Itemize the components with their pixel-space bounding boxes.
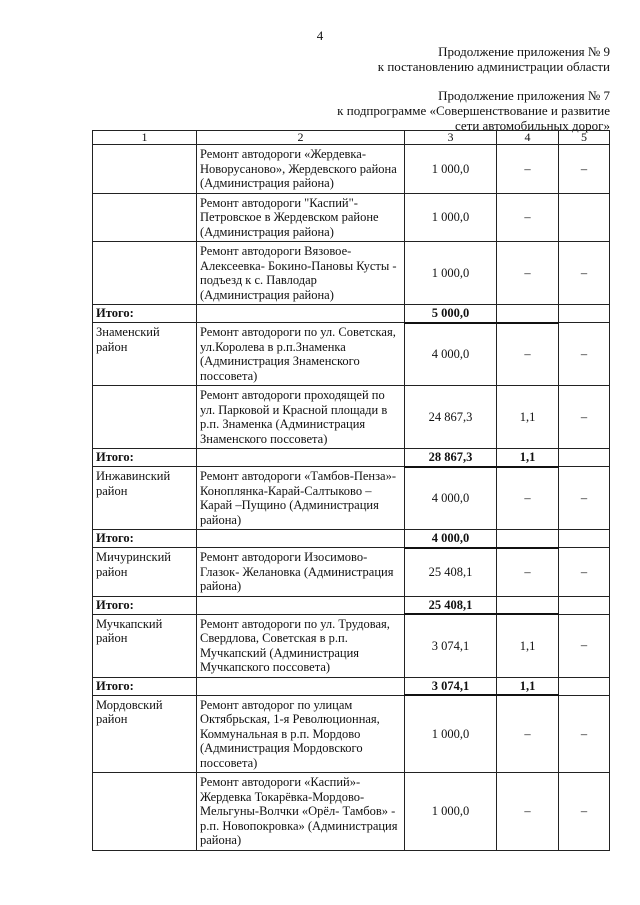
total-col5 <box>559 449 610 467</box>
table-row <box>93 323 610 386</box>
repair-description: Ремонт автодороги проходящей по ул. Парковой и Красной площади в р.п. Знаменка (Администрация Знаменского поссовета) <box>197 386 405 449</box>
header-line-1: Продолжение приложения № 9 <box>438 44 610 59</box>
col5-cell <box>559 193 610 242</box>
total-label: Итого: <box>93 530 197 548</box>
repair-description: Ремонт автодороги по ул. Трудовая, Свердлова, Советская в р.п. Мучкапский (Администрация Мучкапского поссовета) <box>197 614 405 677</box>
empty-cell <box>197 449 405 467</box>
col5-cell: – <box>559 548 610 597</box>
district-name: Мучкапский район <box>93 614 197 677</box>
col5-cell: – <box>559 614 610 677</box>
amount-cell: 1 000,0 <box>405 773 497 851</box>
length-cell: – <box>497 467 559 530</box>
column-header: 2 <box>197 131 405 145</box>
table-row <box>93 614 610 677</box>
amount-cell: 1 000,0 <box>405 695 497 773</box>
repair-description: Ремонт автодороги Вязовое-Алексеевка- Бокино-Пановы Кусты - подъезд к с. Павлодар (Администрация района) <box>197 242 405 305</box>
length-cell: – <box>497 548 559 597</box>
length-cell: – <box>497 323 559 386</box>
table-row <box>93 386 610 449</box>
district-name <box>93 773 197 851</box>
col5-cell: – <box>559 386 610 449</box>
repair-description: Ремонт автодороги «Тамбов-Пенза»- Коноплянка-Карай-Салтыково – Карай –Пущино (Администрация района) <box>197 467 405 530</box>
col5-cell: – <box>559 242 610 305</box>
table-row <box>93 773 610 851</box>
total-col5 <box>559 530 610 548</box>
length-cell: – <box>497 145 559 194</box>
table-row <box>93 548 610 597</box>
total-row <box>93 677 610 695</box>
table-row <box>93 695 610 773</box>
amount-cell: 4 000,0 <box>405 323 497 386</box>
appendix-header-7 <box>337 88 610 133</box>
district-name: Мордовский район <box>93 695 197 773</box>
length-cell: 1,1 <box>497 386 559 449</box>
total-row <box>93 449 610 467</box>
repair-description: Ремонт автодорог по улицам Октябрьская, 1-я Революционная, Коммунальная в р.п. Мордово (Администрация Мордовского поссовета) <box>197 695 405 773</box>
column-header: 1 <box>93 131 197 145</box>
column-header: 4 <box>497 131 559 145</box>
amount-cell: 1 000,0 <box>405 193 497 242</box>
column-number-row <box>93 131 610 145</box>
header-line-3: Продолжение приложения № 7 <box>438 88 610 103</box>
total-length: 1,1 <box>497 449 559 467</box>
total-col5 <box>559 596 610 614</box>
header-line-5: сети автомобильных дорог» <box>454 118 610 133</box>
road-repair-table <box>92 130 610 851</box>
empty-cell <box>197 305 405 323</box>
column-header: 3 <box>405 131 497 145</box>
amount-cell: 1 000,0 <box>405 145 497 194</box>
appendix-header-9 <box>378 44 610 74</box>
amount-cell: 24 867,3 <box>405 386 497 449</box>
total-row <box>93 305 610 323</box>
total-amount: 25 408,1 <box>405 596 497 614</box>
district-name <box>93 193 197 242</box>
empty-cell <box>197 596 405 614</box>
page-number: 4 <box>316 28 324 43</box>
district-name: Мичуринский район <box>93 548 197 597</box>
district-name: Инжавинский район <box>93 467 197 530</box>
total-amount: 5 000,0 <box>405 305 497 323</box>
total-length <box>497 530 559 548</box>
amount-cell: 1 000,0 <box>405 242 497 305</box>
col5-cell: – <box>559 695 610 773</box>
district-name <box>93 386 197 449</box>
repair-description: Ремонт автодороги "Каспий"-Петровское в Жердевском районе (Администрация района) <box>197 193 405 242</box>
total-label: Итого: <box>93 449 197 467</box>
amount-cell: 3 074,1 <box>405 614 497 677</box>
total-length <box>497 596 559 614</box>
total-label: Итого: <box>93 305 197 323</box>
district-name <box>93 145 197 194</box>
total-row <box>93 596 610 614</box>
repair-description: Ремонт автодороги по ул. Советская, ул.Королева в р.п.Знаменка (Администрация Знаменского поссовета) <box>197 323 405 386</box>
col5-cell: – <box>559 145 610 194</box>
total-row <box>93 530 610 548</box>
length-cell: 1,1 <box>497 614 559 677</box>
length-cell: – <box>497 242 559 305</box>
empty-cell <box>197 530 405 548</box>
table-row <box>93 242 610 305</box>
repair-description: Ремонт автодороги «Каспий»-Жердевка Токарёвка-Мордово-Мельгуны-Волчки «Орёл- Тамбов» - р.п. Новопокровка» (Администрация района) <box>197 773 405 851</box>
amount-cell: 4 000,0 <box>405 467 497 530</box>
amount-cell: 25 408,1 <box>405 548 497 597</box>
column-header: 5 <box>559 131 610 145</box>
table-row <box>93 193 610 242</box>
district-name <box>93 242 197 305</box>
total-label: Итого: <box>93 677 197 695</box>
length-cell: – <box>497 695 559 773</box>
total-amount: 28 867,3 <box>405 449 497 467</box>
district-name: Знаменский район <box>93 323 197 386</box>
total-col5 <box>559 677 610 695</box>
total-col5 <box>559 305 610 323</box>
header-line-2: к постановлению администрации области <box>377 59 610 74</box>
col5-cell: – <box>559 323 610 386</box>
total-amount: 3 074,1 <box>405 677 497 695</box>
total-label: Итого: <box>93 596 197 614</box>
length-cell: – <box>497 193 559 242</box>
header-line-4: к подпрограмме «Совершенствование и развитие <box>337 103 610 118</box>
repair-description: Ремонт автодороги Изосимово-Глазок- Желановка (Администрация района) <box>197 548 405 597</box>
table-row <box>93 467 610 530</box>
table-row <box>93 145 610 194</box>
length-cell: – <box>497 773 559 851</box>
total-length: 1,1 <box>497 677 559 695</box>
col5-cell: – <box>559 773 610 851</box>
total-amount: 4 000,0 <box>405 530 497 548</box>
col5-cell: – <box>559 467 610 530</box>
empty-cell <box>197 677 405 695</box>
repair-description: Ремонт автодороги «Жердевка-Новорусаново», Жердевского района (Администрация района) <box>197 145 405 194</box>
total-length <box>497 305 559 323</box>
